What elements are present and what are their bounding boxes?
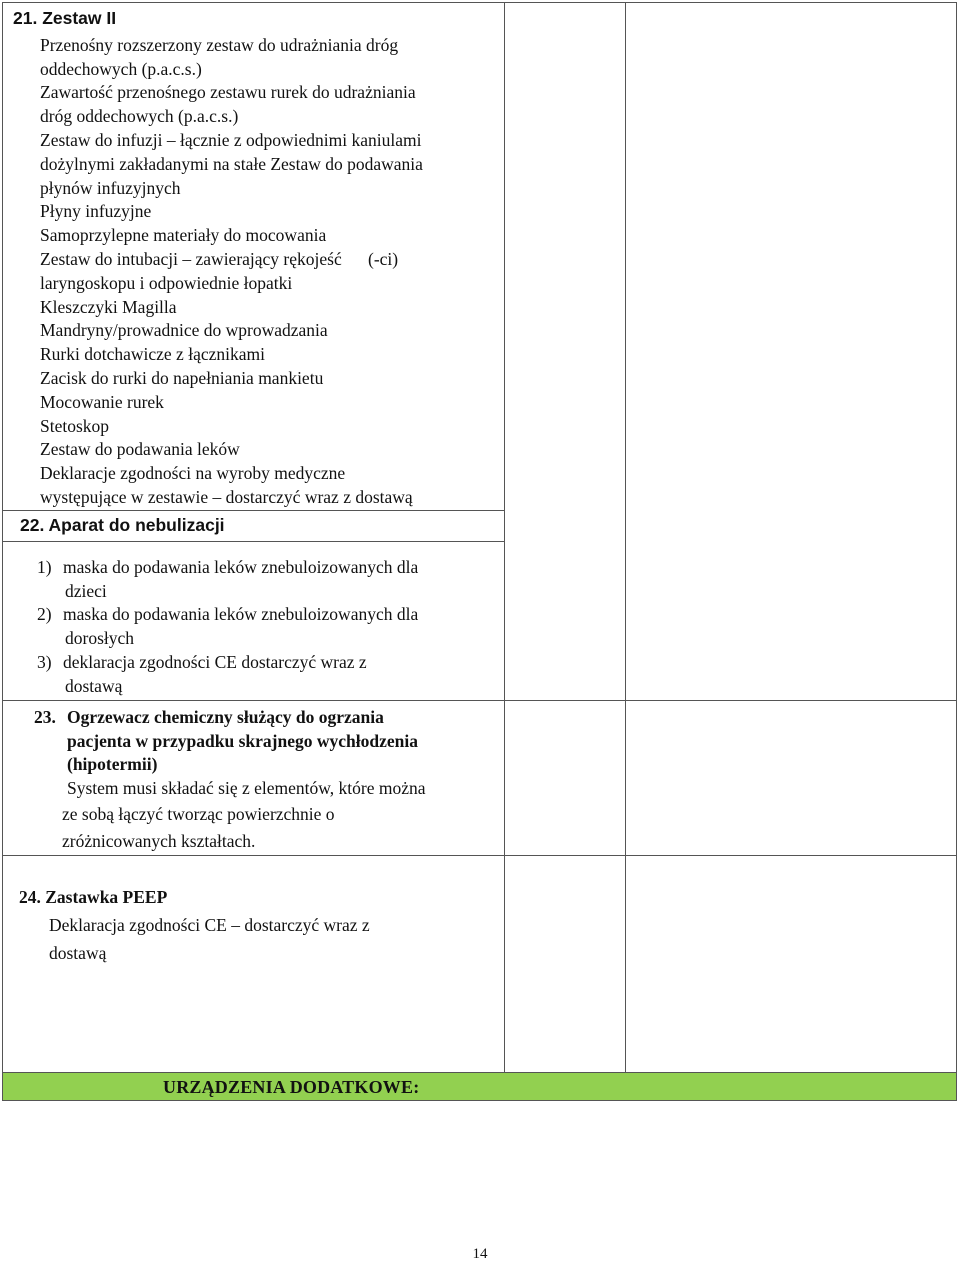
list-item: 1) maska do podawania leków znebuloizowanych dla (37, 556, 419, 577)
row-24-title: 24. Zastawka PEEP (19, 886, 168, 907)
row-22-title: 22. Aparat do nebulizacji (20, 514, 225, 535)
row-21-line: Mandryny/prowadnice do wprowadzania (40, 320, 328, 341)
row-21-line: Zestaw do intubacji – zawierający rękojeść (-ci) (40, 248, 399, 269)
list-item-continuation: dorosłych (65, 628, 135, 649)
row-23-title: (hipotermii) (67, 754, 158, 775)
row-21-line: Rurki dotchawicze z łącznikami (40, 344, 265, 365)
row-24-line: Deklaracja zgodności CE – dostarczyć wraz z (49, 914, 370, 935)
row-21-line: Płyny infuzyjne (40, 201, 152, 222)
row-21-line: Zawartość przenośnego zestawu rurek do udrażniania (40, 82, 416, 103)
list-item-continuation: dzieci (65, 580, 107, 601)
row-21-content (13, 34, 504, 510)
row-21-line: Zestaw do podawania leków (40, 439, 240, 460)
row-21-line: Mocowanie rurek (40, 391, 164, 412)
row-21-line: Deklaracje zgodności na wyroby medyczne (40, 463, 346, 484)
row-23-number: 23. (34, 706, 56, 727)
row-22-items-cell (3, 541, 505, 700)
row-21-line: dożylnymi zakładanymi na stałe Zestaw do podawania (40, 153, 423, 174)
row-21-title: 21. Zestaw II (13, 8, 117, 28)
row-24-description (3, 855, 505, 1072)
offer-column-cell[interactable] (626, 700, 957, 855)
row-21-line: Przenośny rozszerzony zestaw do udrażniania dróg (40, 34, 399, 55)
row-21-line: występujące w zestawie – dostarczyć wraz z dostawą (40, 486, 413, 507)
row-21-line: dróg oddechowych (p.a.c.s.) (40, 106, 239, 127)
row-21-description (3, 3, 505, 511)
row-21-line: Kleszczyki Magilla (40, 296, 177, 317)
row-21 (3, 3, 957, 511)
row-21-line: Samoprzylepne materiały do mocowania (40, 225, 327, 246)
offer-column-cell[interactable] (626, 855, 957, 1072)
row-21-line: Zestaw do infuzji – łącznie z odpowiednimi kaniulami (40, 129, 422, 150)
row-23 (3, 700, 957, 855)
row-23-title: Ogrzewacz chemiczny służący do ogrzania (67, 706, 384, 727)
page-number: 14 (472, 1246, 488, 1262)
row-21-line: Stetoskop (40, 415, 110, 436)
row-21-line: oddechowych (p.a.c.s.) (40, 58, 202, 79)
list-item: 2) maska do podawania leków znebuloizowanych dla (37, 604, 419, 625)
section-header-cell (3, 1072, 957, 1100)
list-item: 3) deklaracja zgodności CE dostarczyć wraz z (37, 651, 367, 672)
row-21-line: Zacisk do rurki do napełniania mankietu (40, 367, 324, 388)
value-column-cell[interactable] (505, 700, 626, 855)
list-item-continuation: dostawą (65, 675, 123, 696)
offer-column-cell[interactable] (626, 3, 957, 701)
row-21-line: płynów infuzyjnych (40, 177, 181, 198)
specification-table (2, 2, 957, 1101)
value-column-cell[interactable] (505, 855, 626, 1072)
row-23-line: zróżnicowanych kształtach. (62, 830, 256, 851)
row-24 (3, 855, 957, 1072)
row-23-title: pacjenta w przypadku skrajnego wychłodzenia (67, 730, 418, 751)
row-22-title-cell (3, 510, 505, 541)
row-23-description (3, 700, 505, 855)
row-24-line: dostawą (49, 942, 107, 963)
section-header-row (3, 1072, 957, 1100)
row-23-line: ze sobą łączyć tworząc powierzchnie o (62, 803, 335, 824)
row-23-line: System musi składać się z elementów, które można (67, 778, 426, 799)
value-column-cell[interactable] (505, 3, 626, 701)
row-21-line: laryngoskopu i odpowiednie łopatki (40, 272, 293, 293)
section-header-label: URZĄDZENIA DODATKOWE: (163, 1076, 420, 1097)
